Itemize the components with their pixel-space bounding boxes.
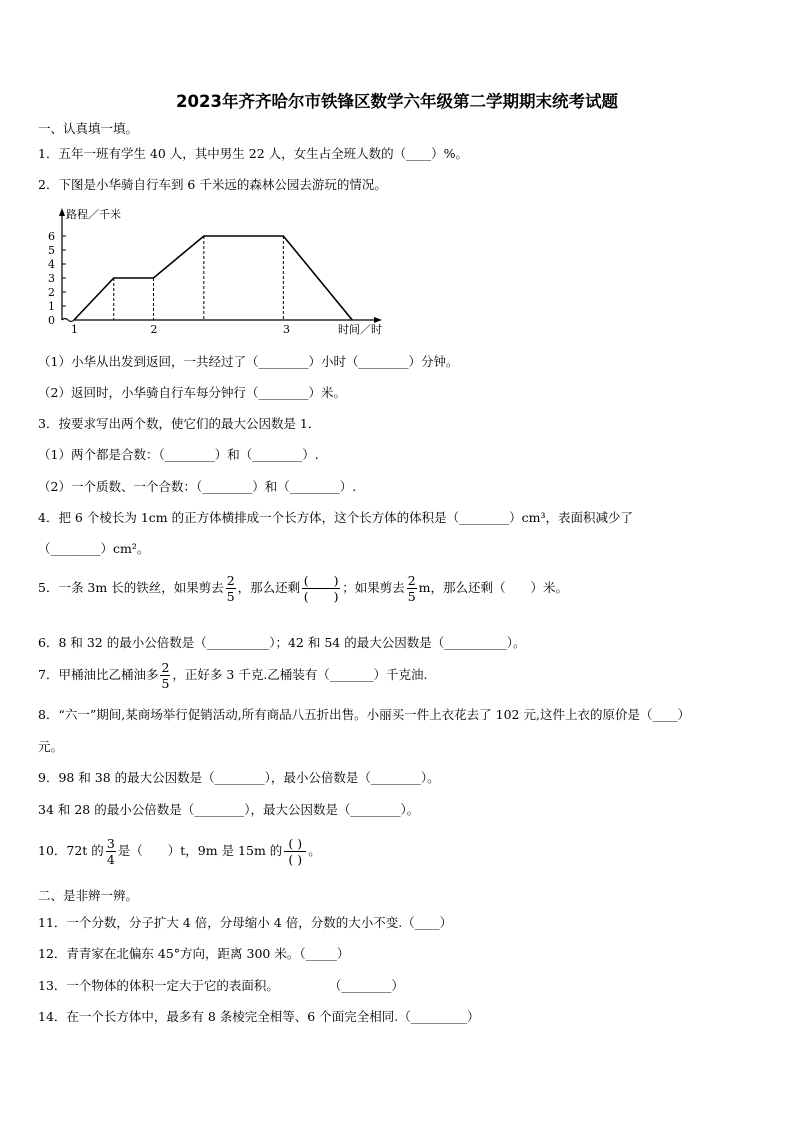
- distance-time-chart: [38, 202, 398, 338]
- question-2-1: （1）小华从出发到返回，一共经过了（________）小时（________）分钟。: [38, 354, 459, 369]
- question-10: 10．72t 的 $\frac{3}{4}$ 是（ ）t，9m 是 15m 的 $\frac{( )}{( )}$ 。: [38, 836, 321, 867]
- question-8-line-2: 元。: [38, 739, 64, 754]
- question-5: 5．一条 3m 长的铁丝，如果剪去 $\frac{2}{5}$ ，那么还剩 $\frac{( )}{( )}$ ；如果剪去 $\frac{2}{5}$ m，那么还剩（ ）米。: [38, 573, 569, 604]
- question-9-line-1: 9．98 和 38 的最大公因数是（________），最小公倍数是（________）。: [38, 770, 440, 785]
- section-heading-2: 二、是非辨一辨。: [38, 888, 139, 903]
- question-7: 7．甲桶油比乙桶油多 $\frac{2}{5}$ ，正好多 3 千克.乙桶装有（_______）千克油.: [38, 660, 428, 691]
- y-tick-label: 6: [48, 230, 55, 243]
- axis-break: [62, 319, 74, 322]
- question-3: 3．按要求写出两个数，使它们的最大公因数是 1．: [38, 416, 321, 431]
- question-9-line-2: 34 和 28 的最小公倍数是（________），最大公因数是（________）。: [38, 802, 420, 817]
- y-tick-label: 3: [48, 272, 55, 285]
- y-axis-arrow: [59, 208, 65, 216]
- question-14: 14．在一个长方体中，最多有 8 条棱完全相等、6 个面完全相同.（_________）: [38, 1009, 480, 1024]
- y-tick-label: 0: [48, 314, 55, 327]
- y-tick-label: 1: [48, 300, 55, 313]
- x-axis-label: 时间／时: [338, 323, 382, 336]
- question-4-line-2: （________）cm²。: [38, 541, 150, 556]
- question-4-line-1: 4．把 6 个棱长为 1cm 的正方体横排成一个长方体，这个长方体的体积是（________）cm³，表面积减少了: [38, 510, 633, 525]
- question-8-line-1: 8．“六一”期间,某商场举行促销活动,所有商品八五折出售。小丽买一件上衣花去了 102 元,这件上衣的原价是（____）: [38, 707, 690, 722]
- x-tick-label: 1: [71, 323, 78, 336]
- question-12: 12．青青家在北偏东 45°方向，距离 300 米。（_____）: [38, 946, 350, 961]
- question-1: 1．五年一班有学生 40 人，其中男生 22 人，女生占全班人数的（____）%。: [38, 146, 469, 161]
- question-13: 13．一个物体的体积一定大于它的表面积。 （________）: [38, 978, 404, 993]
- x-tick-label: 2: [150, 323, 158, 336]
- question-3-2: （2）一个质数、一个合数：（________）和（________）.: [38, 479, 357, 494]
- series-line: [74, 236, 352, 320]
- question-3-1: （1）两个都是合数：（________）和（________）.: [38, 447, 319, 462]
- y-tick-label: 4: [48, 258, 55, 271]
- question-11: 11．一个分数，分子扩大 4 倍，分母缩小 4 倍，分数的大小不变.（____）: [38, 915, 453, 930]
- y-axis-label: 路程／千米: [66, 208, 121, 221]
- y-tick-label: 5: [48, 244, 55, 257]
- y-tick-label: 2: [48, 286, 55, 299]
- question-2: 2．下图是小华骑自行车到 6 千米远的森林公园去游玩的情况。: [38, 177, 387, 192]
- section-heading: 一、认真填一填。: [38, 121, 139, 136]
- question-2-2: （2）返回时，小华骑自行车每分钟行（________）米。: [38, 385, 346, 400]
- question-6: 6．8 和 32 的最小公倍数是（__________）；42 和 54 的最大公因数是（__________）。: [38, 635, 526, 650]
- x-tick-label: 3: [283, 323, 290, 336]
- page-title: 2023年齐齐哈尔市铁锋区数学六年级第二学期期末统考试题: [176, 92, 618, 111]
